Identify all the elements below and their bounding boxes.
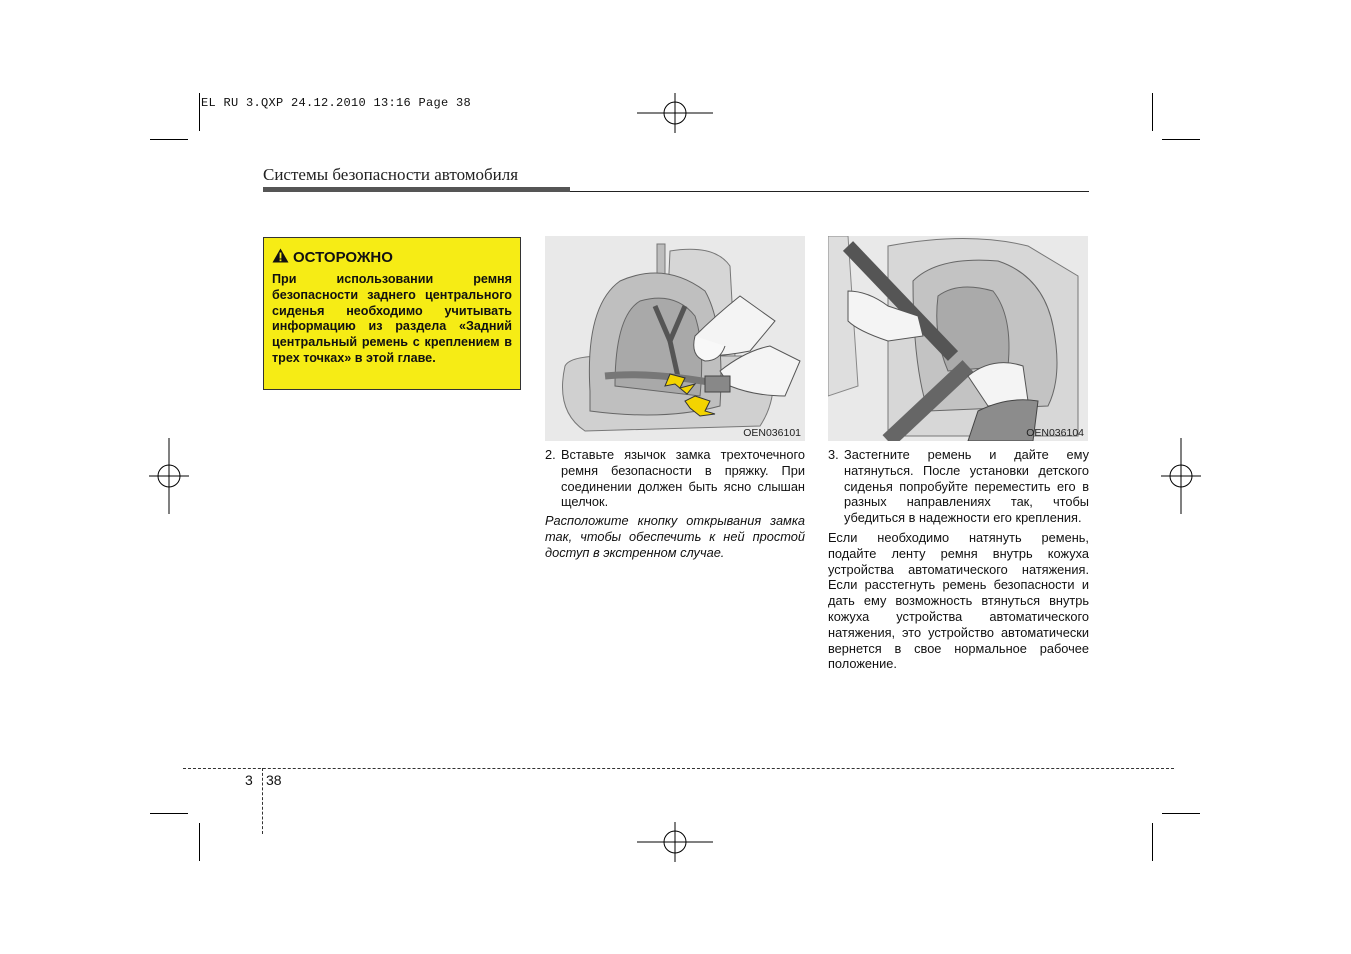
- crop-mark: [199, 823, 200, 861]
- text-line: убедиться в надежности его: [844, 510, 1012, 526]
- text-line: в разных направлениях так, чтобы: [844, 478, 1089, 510]
- crop-mark: [1152, 823, 1153, 861]
- text-line: втянуться внутрь кожуха устройства: [828, 593, 1089, 624]
- text-line: Если необходимо натянуть ремень,: [828, 529, 1089, 545]
- text-line: сиденья попробуйте переместить его: [844, 478, 1076, 494]
- warning-title: ОСТОРОЖНО: [293, 249, 393, 266]
- warning-line: безопасности заднего: [272, 287, 416, 302]
- text-line: безопасности и дать ему возможность: [828, 577, 1089, 609]
- page-number: 38: [266, 772, 282, 788]
- chapter-number: 3: [245, 772, 253, 788]
- header-bar: [263, 187, 570, 192]
- text-line: устройство автоматически вернется в: [828, 624, 1089, 656]
- crop-mark: [1162, 813, 1200, 814]
- step-text: [561, 447, 805, 510]
- text-line: крепления.: [1015, 510, 1082, 526]
- step-text: [844, 447, 1089, 526]
- warning-line: раздела «Задний центральный: [272, 319, 512, 350]
- footer-rule: [183, 768, 1174, 769]
- figure-code: OEN036101: [743, 427, 801, 439]
- warning-heading: [272, 248, 512, 267]
- warning-line: При использовании ремня: [272, 272, 512, 286]
- step-3: [828, 447, 1089, 526]
- warning-line: ремень с креплением в трех: [272, 335, 513, 365]
- registration-mark-icon: [129, 436, 209, 516]
- crop-mark: [1162, 139, 1200, 140]
- registration-mark-icon: [1141, 436, 1221, 516]
- warning-box: [263, 237, 521, 390]
- crop-mark: [199, 93, 200, 131]
- italic-note: [545, 513, 805, 560]
- warning-line: центрального сиденья необходимо: [272, 287, 512, 318]
- text-line: устройства автоматического: [828, 561, 1008, 577]
- step-2: [545, 447, 805, 510]
- text-line: Застегните ремень и дайте ему: [844, 447, 1089, 462]
- warning-triangle-icon: [272, 248, 289, 267]
- crop-mark: [150, 139, 188, 140]
- text-line: Расположите кнопку открывания: [545, 513, 762, 529]
- text-line: натяжения. Если расстегнуть ремень: [828, 561, 1089, 593]
- warning-line: учитывать информацию из: [272, 303, 512, 334]
- text-line: натянуться. После установки детского: [844, 462, 1089, 478]
- text-line: подайте ленту ремня внутрь кожуха: [828, 545, 1089, 561]
- instructions-column-right: [828, 447, 1089, 672]
- text-line: замка так, чтобы обеспечить к ней: [545, 513, 805, 544]
- step-number: 2.: [545, 447, 556, 462]
- text-line: автоматического натяжения, это: [828, 608, 1089, 640]
- registration-mark-icon: [635, 802, 715, 882]
- print-slug: EL RU 3.QXP 24.12.2010 13:16 Page 38: [201, 96, 472, 110]
- text-line: слышан щелчок.: [561, 478, 805, 510]
- text-line: свое нормальное рабочее положение.: [828, 640, 1090, 672]
- text-line: соединении должен быть ясно: [561, 478, 752, 494]
- footer-divider: [262, 768, 263, 834]
- warning-text: [272, 272, 512, 367]
- figure-buckle-illustration: [545, 236, 805, 441]
- text-line: случае.: [680, 544, 725, 560]
- crop-mark: [150, 813, 188, 814]
- section-title: Системы безопасности автомобиля: [263, 165, 519, 184]
- figure-tightening-illustration: [828, 236, 1088, 441]
- text-line: Вставьте язычок замка трехточечного: [561, 447, 805, 462]
- crop-mark: [1152, 93, 1153, 131]
- text-line: ремня безопасности в пряжку. При: [561, 462, 805, 478]
- step-number: 3.: [828, 447, 839, 462]
- instructions-column-middle: [545, 447, 805, 561]
- registration-mark-icon: [635, 73, 715, 153]
- text-line: простой доступ в экстренном: [545, 528, 805, 560]
- warning-line: точках» в этой главе.: [303, 350, 436, 365]
- paragraph: [828, 530, 1089, 672]
- figure-code: OEN036104: [1026, 427, 1084, 439]
